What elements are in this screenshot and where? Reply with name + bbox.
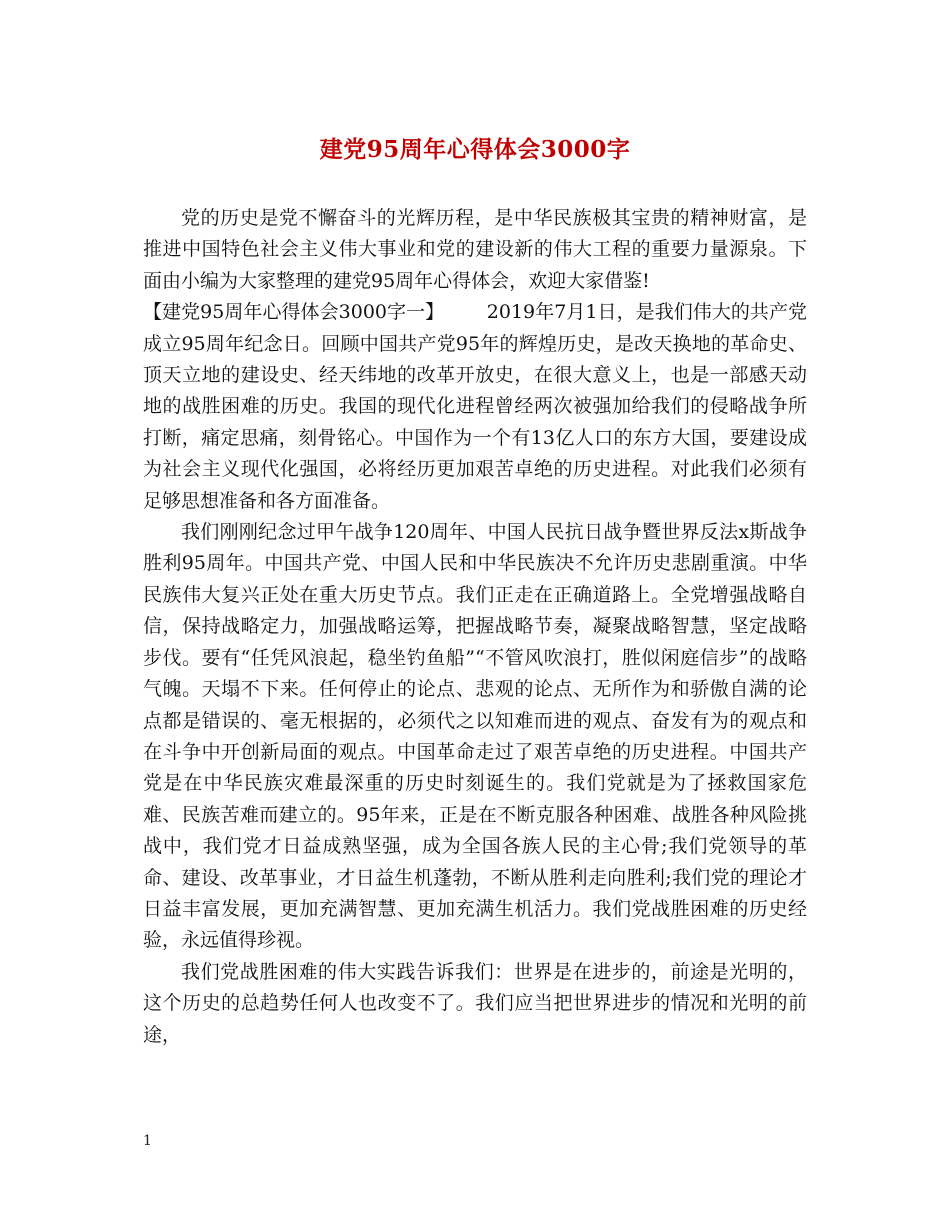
intro-paragraph <box>143 203 807 297</box>
document-title: 建党95周年心得体会3000字 <box>319 136 631 163</box>
page-number: 1 <box>143 1133 152 1149</box>
body-paragraph-3-text: 我们党战胜困难的伟大实践告诉我们：世界是在进步的，前途是光明的，这个历史的总趋势任何人也改变不了。我们应当把世界进步的情况和光明的前途， <box>143 960 807 1046</box>
body-paragraph-2-text: 我们刚刚纪念过甲午战争120周年、中国人民抗日战争暨世界反法x斯战争胜利95周年。中国共产党、中国人民和中华民族决不允许历史悲剧重演。中华民族伟大复兴正处在重大历史节点。我们正走在正确道路上。全党增强战略自信，保持战略定力，加强战略运筹，把握战略节奏，凝聚战略智慧，坚定战略步伐。要有“任凭风浪起，稳坐钓鱼船”“不管风吹浪打，胜似闲庭信步”的战略气魄。天塌不下来。任何停止的论点、悲观的论点、无所作为和骄傲自满的论点都是错误的、毫无根据的，必须代之以知难而进的观点、奋发有为的观点和在斗争中开创新局面的观点。中国革命走过了艰苦卓绝的历史进程。中国共产党是在中华民族灾难最深重的历史时刻诞生的。我们党就是为了拯救国家危难、民族苦难而建立的。95年来，正是在不断克服各种困难、战胜各种风险挑战中，我们党才日益成熟坚强，成为全国各族人民的主心骨;我们党领导的革命、建设、改革事业，才日益生机蓬勃，不断从胜利走向胜利;我们党的理论才日益丰富发展，更加充满智慧、更加充满生机活力。我们党战胜困难的历史经验，永远值得珍视。 <box>143 521 807 952</box>
document-body <box>143 203 807 1051</box>
body-paragraph-3 <box>143 957 807 1051</box>
section-one-heading: 【建党95周年心得体会3000字一】 <box>143 301 445 324</box>
intro-text: 党的历史是党不懈奋斗的光辉历程，是中华民族极其宝贵的精神财富，是推进中国特色社会主义伟大事业和党的建设新的伟大工程的重要力量源泉。下面由小编为大家整理的建党95周年心得体会，欢迎大家借鉴! <box>143 207 807 292</box>
body-paragraph-2 <box>143 517 807 957</box>
section-one-text: 2019年7月1日，是我们伟大的共产党成立95周年纪念日。回顾中国共产党95年的辉煌历史，是改天换地的革命史、顶天立地的建设史、经天纬地的改革开放史，在很大意义上，也是一部感天动地的战胜困难的历史。我国的现代化进程曾经两次被强加给我们的侵略战争所打断，痛定思痛，刻骨铭心。中国作为一个有13亿人口的东方大国，要建设成为社会主义现代化强国，必将经历更加艰苦卓绝的历史进程。对此我们必须有足够思想准备和各方面准备。 <box>143 301 808 512</box>
section-one-paragraph <box>143 297 807 517</box>
heading-gap <box>444 301 487 323</box>
